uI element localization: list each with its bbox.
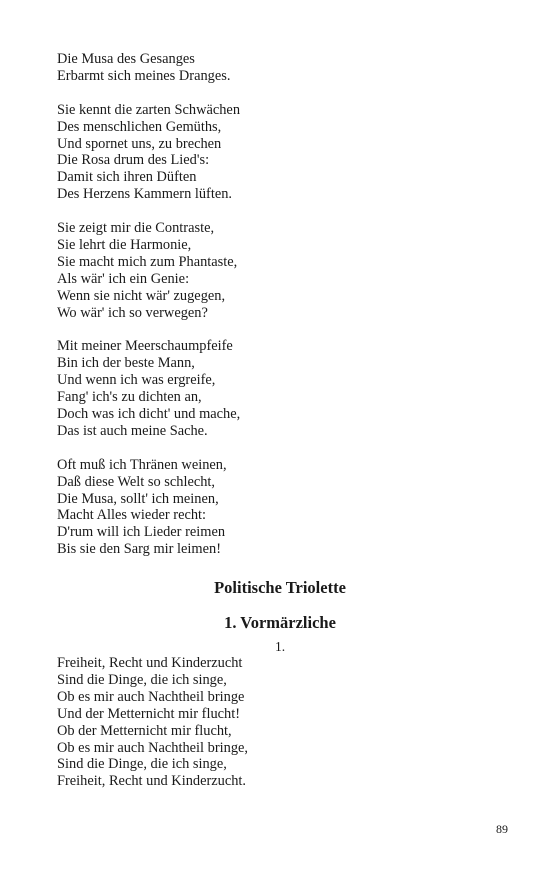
triolet-poem <box>57 655 497 790</box>
verse-line: Ob der Metternicht mir flucht, <box>57 722 232 739</box>
verse-line: Wo wär' ich so verwegen? <box>57 304 208 321</box>
subsection-title: 1. Vormärzliche <box>224 613 336 632</box>
verse-line: Als wär' ich ein Genie: <box>57 270 190 287</box>
verse-line: Doch was ich dicht' und mache, <box>57 405 241 422</box>
section-title: Politische Triolette <box>214 578 346 597</box>
verse-line: Bis sie den Sarg mir leimen! <box>57 541 222 558</box>
verse-line: Mit meiner Meerschaumpfeife <box>57 338 233 355</box>
verse-line: Fang' ich's zu dichten an, <box>57 389 202 406</box>
poem-stanzas <box>57 51 497 558</box>
stanza-1 <box>57 51 497 85</box>
stanza-5 <box>57 457 497 558</box>
verse-line: Und wenn ich was ergreife, <box>57 372 216 389</box>
verse-line: Sie macht mich zum Phantaste, <box>57 253 238 270</box>
verse-line: Und der Metternicht mir flucht! <box>57 705 241 722</box>
verse-line: Sie zeigt mir die Contraste, <box>57 220 215 237</box>
verse-line: Des menschlichen Gemüths, <box>57 118 222 135</box>
verse-line: Die Musa des Gesanges <box>57 51 195 67</box>
verse-line: Oft muß ich Thränen weinen, <box>57 456 227 473</box>
verse-line: Des Herzens Kammern lüften. <box>57 186 233 203</box>
page-number: 89 <box>496 822 508 836</box>
verse-line: Das ist auch meine Sache. <box>57 422 208 439</box>
verse-line: Sie lehrt die Harmonie, <box>57 236 192 253</box>
verse-line: Freiheit, Recht und Kinderzucht <box>57 655 243 671</box>
verse-line: Bin ich der beste Mann, <box>57 355 195 372</box>
verse-line: Erbarmt sich meines Dranges. <box>57 67 231 84</box>
stanza-2 <box>57 102 497 203</box>
verse-line: Daß diese Welt so schlecht, <box>57 473 216 490</box>
verse-line: Ob es mir auch Nachtheil bringe, <box>57 739 249 756</box>
verse-line: D'rum will ich Lieder reimen <box>57 524 226 541</box>
verse-line: Damit sich ihren Düften <box>57 169 197 186</box>
verse-line: Und spornet uns, zu brechen <box>57 135 222 152</box>
stanza-4 <box>57 338 497 439</box>
verse-line: Sind die Dinge, die ich singe, <box>57 671 227 688</box>
verse-line: Die Rosa drum des Lied's: <box>57 152 210 169</box>
poem-number: 1. <box>274 639 286 654</box>
verse-line: Macht Alles wieder recht: <box>57 507 207 524</box>
verse-line: Die Musa, sollt' ich meinen, <box>57 490 219 507</box>
stanza-3 <box>57 220 497 321</box>
verse-line: Sind die Dinge, die ich singe, <box>57 756 227 773</box>
verse-line: Wenn sie nicht wär' zugegen, <box>57 287 226 304</box>
verse-line: Freiheit, Recht und Kinderzucht. <box>57 773 247 790</box>
verse-line: Ob es mir auch Nachtheil bringe <box>57 688 245 705</box>
verse-line: Sie kennt die zarten Schwächen <box>57 101 241 118</box>
